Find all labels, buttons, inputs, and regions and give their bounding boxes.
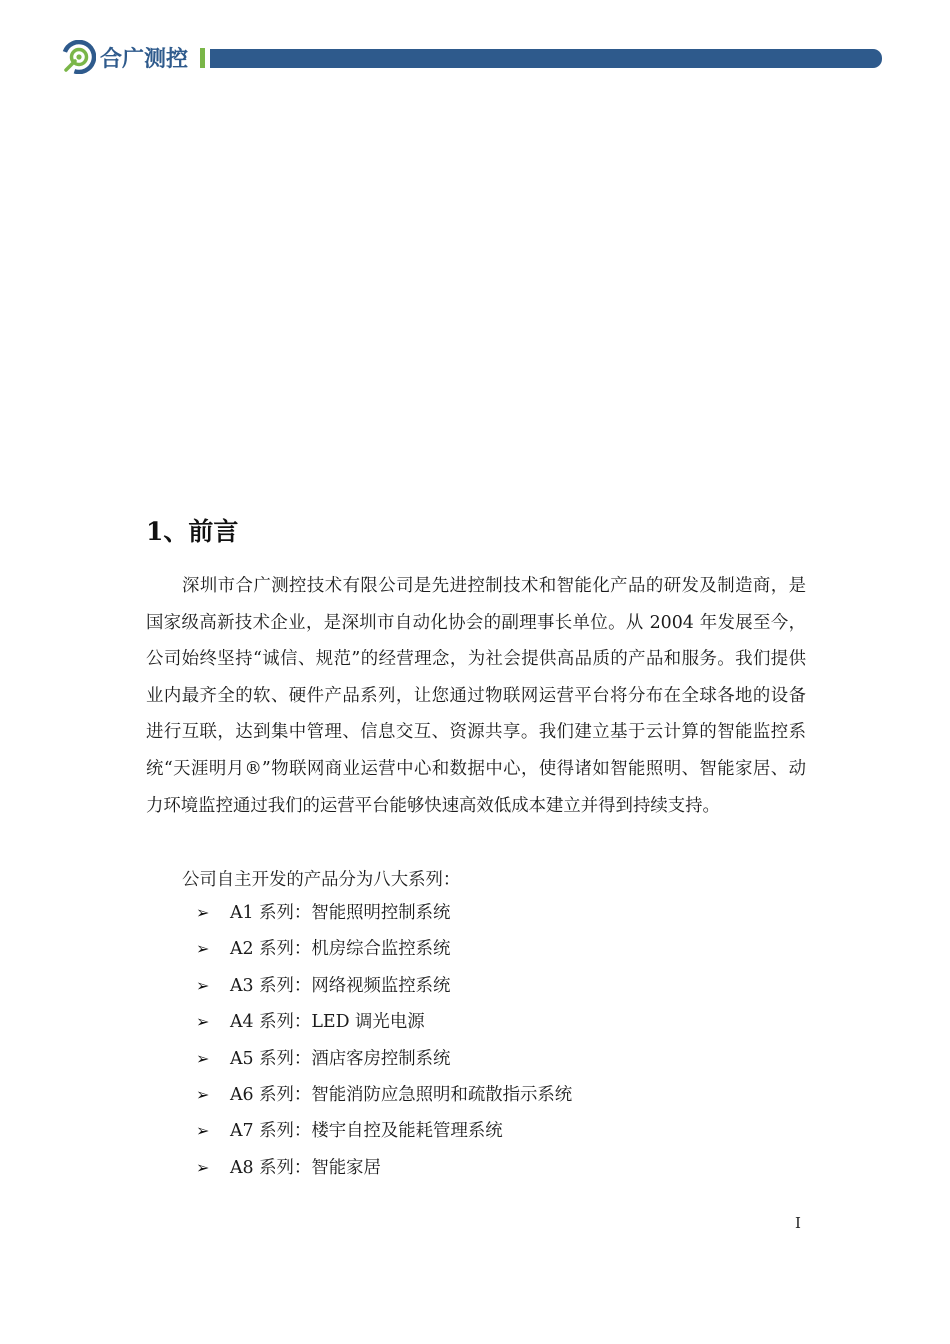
company-logo-icon [62,40,96,74]
page-number: I [795,1214,801,1232]
company-logo-text: 合广测控 [100,47,189,72]
list-item [196,1044,572,1080]
list-item [196,898,572,934]
arrow-bullet-icon: ➢ [196,939,210,959]
series-label: A8 系列：智能家居 [230,1157,381,1178]
series-label: A3 系列：网络视频监控系统 [230,975,451,996]
list-item [196,934,572,970]
series-label: A2 系列：机房综合监控系统 [230,939,451,960]
section-heading: 1、前言 [146,517,239,546]
series-label: A5 系列：酒店客房控制系统 [230,1048,451,1069]
list-item [196,1153,572,1189]
list-item [196,1080,572,1116]
product-series-list [196,898,572,1189]
series-label: A7 系列：楼宇自控及能耗管理系统 [230,1121,503,1142]
series-intro: 公司自主开发的产品分为八大系列： [182,870,461,890]
arrow-bullet-icon: ➢ [196,1084,210,1104]
intro-paragraph: 深圳市合广测控技术有限公司是先进控制技术和智能化产品的研发及制造商，是国家级高新技术企业，是深圳市自动化协会的副理事长单位。从 2004 年发展至今，公司始终坚持“诚信、规范”的经营理念，为社会提供高品质的产品和服务。我们提供业内最齐全的软、硬件产品系列，让您通过物联网运营平台将分布在全球各地的设备进行互联，达到集中管理、信息交互、资源共享。我们建立基于云计算的智能监控系统“天涯明月®”物联网商业运营中心和数据中心，使得诸如智能照明、智能家居、动力环境监控通过我们的运营平台能够快速高效低成本建立并得到持续支持。 [146,576,806,816]
arrow-bullet-icon: ➢ [196,1157,210,1177]
header-accent-mark [200,48,205,68]
series-label: A1 系列：智能照明控制系统 [230,903,451,923]
list-item [196,971,572,1007]
header-bar [210,49,882,68]
arrow-bullet-icon: ➢ [196,903,210,922]
list-item [196,1007,572,1043]
arrow-bullet-icon: ➢ [196,1012,210,1032]
arrow-bullet-icon: ➢ [196,1048,210,1068]
page-header [62,38,882,76]
series-label: A4 系列：LED 调光电源 [230,1012,425,1033]
series-label: A6 系列：智能消防应急照明和疏散指示系统 [230,1084,573,1105]
arrow-bullet-icon: ➢ [196,1121,210,1141]
list-item [196,1116,572,1152]
arrow-bullet-icon: ➢ [196,975,210,995]
